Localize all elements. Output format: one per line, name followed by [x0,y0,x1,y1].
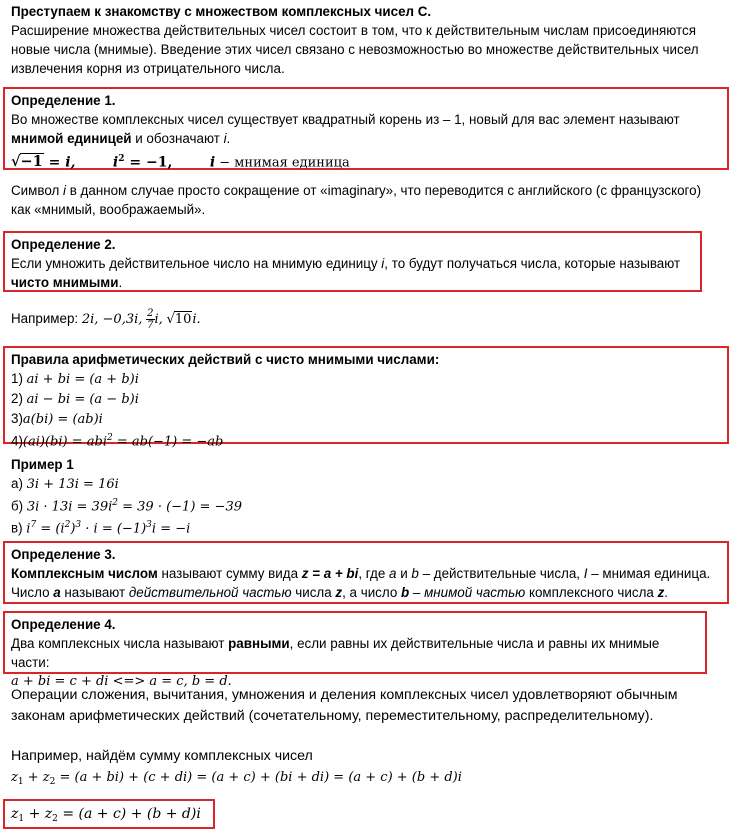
result-box [3,799,215,829]
definition-1-formulas: √−1 = i, $i^2 = -1$, i − мнимая единица [11,153,350,171]
definition-1-title: Определение 1. [11,93,116,108]
result-formula: $z_1 + z_2 = (a + c) + (b + d)i$ [11,806,201,824]
definition-3-title: Определение 3. [11,547,116,562]
rule-3: 3)a(bi) = (ab)i [11,411,103,427]
example-1-a: а) 3i + 13i = 16i [11,476,119,492]
sum-example-formula: $z_1 + z_2 = (a + bi) + (c + di) = (a + c) + (bi + di) = (a + c) + (b + d)i$ [11,770,462,787]
intro-section [11,2,723,78]
rule-2: 2) ai − bi = (a − b)i [11,391,139,407]
rule-1: 1) ai + bi = (a + b)i [11,371,139,387]
definition-2-box [3,231,702,292]
definition-1-box [3,87,729,170]
definition-3-line-2: Число a называют действительной частью числа z, а число b – мнимой частью комплексного числа z. [11,585,669,600]
example-1 [11,455,723,539]
definition-4-text: Два комплексных числа называют равными, если равны их действительные числа и равны их мнимые части: [11,636,660,670]
example-1-title: Пример 1 [11,457,74,472]
sum-example [11,746,723,793]
definition-3-line-1: Комплексным числом называют сумму вида z = a + bi, где a и b – действительные числа, I – мнимая единица. [11,566,711,581]
definition-3-box [3,541,729,604]
example-1-b: б) $3i \cdot 13i = 39i^2 = 39 \cdot (-1) = -39$ [11,498,242,515]
definition-2-title: Определение 2. [11,237,116,252]
example-1-c: в) $i^7 = (i^2)^3 \cdot i = (-1)^3i = -i$ [11,520,191,537]
definition-1-text: Во множестве комплексных чисел существует квадратный корень из – 1, новый для вас элемент называют мнимой единицей и обозначают i. [11,112,680,146]
definition-4-box [3,611,707,689]
definition-2-text: Если умножить действительное число на мнимую единицу i, то будут получаться числа, которые называют чисто мнимыми. [11,256,681,290]
rules-box [3,346,729,450]
intro-title: Преступаем к знакомству с множеством комплексных чисел C. [11,4,432,19]
rules-title: Правила арифметических действий с чисто мнимыми числами: [11,352,440,367]
symbol-note: Символ i в данном случае просто сокращение от «imaginary», что переводится с английского (с французского) как «мнимый, воображаемый». [11,183,702,217]
example-imaginary-numbers: Например: 2i, −0,3i, $\frac{2}{7}$ i, √10i. [11,307,201,331]
rule-4: 4)(ai)(bi) = abi$^2$ = ab(−1) = −ab [11,433,224,450]
intro-text: Расширение множества действительных чисел состоит в том, что к действительным числам присоединяются новые числа (мнимые). Введение этих чисел связано с невозможностью во множестве действительных чисел извлечения корня из отрицательного числа. [11,23,699,76]
definition-4-formula: a + bi = c + di <=> a = c, b = d. [11,674,232,689]
operations-text: Операции сложения, вычитания, умножения и деления комплексных чисел удовлетворяют обычным законам арифметических действий (сочетательному, переместительному, распределительному). [11,687,678,724]
definition-4-title: Определение 4. [11,617,116,632]
sum-example-lead: Например, найдём сумму комплексных чисел [11,748,313,764]
